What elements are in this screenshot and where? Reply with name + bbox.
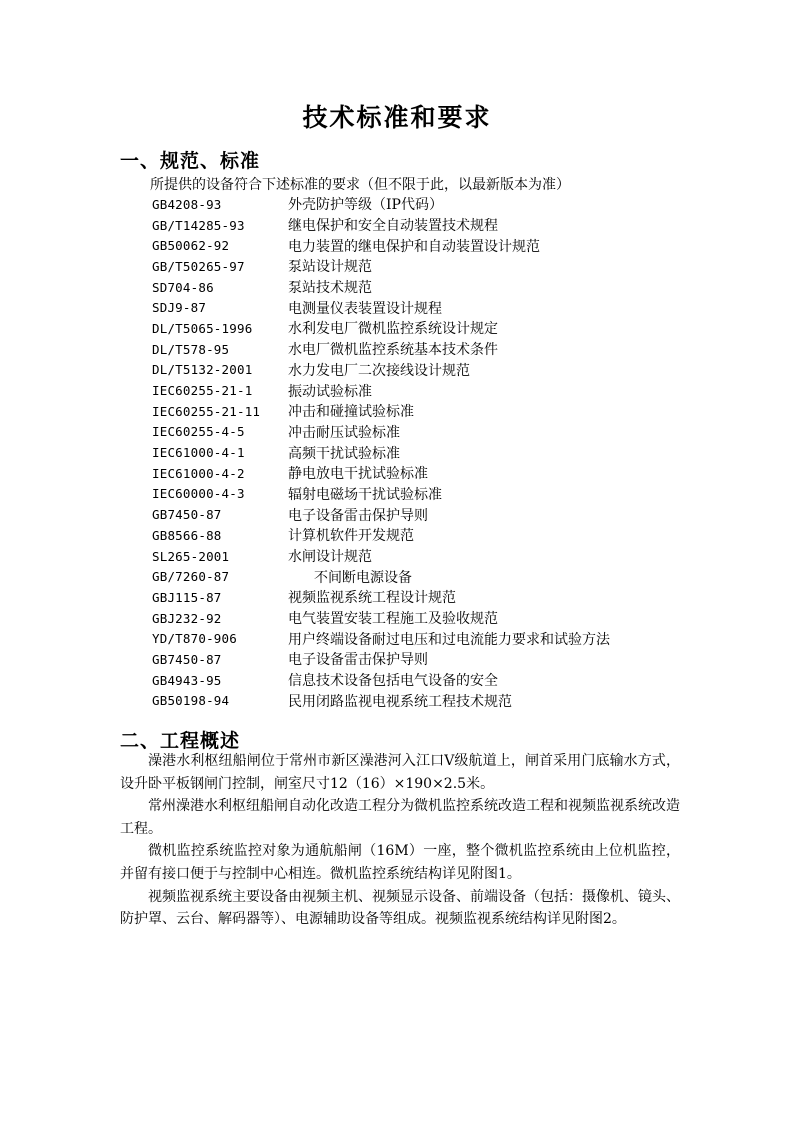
standard-name: 电测量仪表装置设计规程 [288, 300, 442, 317]
standard-item [152, 256, 712, 277]
standard-name: 不间断电源设备 [314, 569, 412, 586]
standard-item [152, 339, 712, 360]
standard-code: GB/T14285-93 [152, 217, 245, 233]
standard-item [152, 504, 712, 525]
section-2-heading: 二、工程概述 [120, 730, 241, 752]
standard-code: GB7450-87 [152, 507, 222, 523]
standard-name: 冲击耐压试验标准 [288, 424, 400, 441]
standard-code: IEC61000-4-2 [152, 465, 245, 481]
standard-code: DL/T5065-1996 [152, 320, 253, 336]
standard-code: IEC60255-21-11 [152, 403, 261, 419]
standard-item [152, 649, 712, 670]
standard-name: 继电保护和安全自动装置技术规程 [288, 218, 498, 235]
standard-item [152, 587, 712, 608]
document-title: 技术标准和要求 [302, 103, 492, 132]
standard-code: GB4943-95 [152, 672, 222, 688]
standard-code: DL/T578-95 [152, 341, 230, 357]
section-1-heading: 一、规范、标准 [120, 150, 261, 172]
standard-code: SDJ9-87 [152, 300, 207, 316]
standard-code: SD704-86 [152, 279, 214, 295]
standard-code: GBJ232-92 [152, 610, 222, 626]
standard-code: YD/T870-906 [152, 631, 237, 647]
standard-name: 高频干扰试验标准 [288, 445, 400, 462]
standard-code: DL/T5132-2001 [152, 362, 253, 378]
standard-item [152, 670, 712, 691]
standard-item [152, 691, 712, 712]
standards-list [152, 194, 712, 711]
standard-name: 电力装置的继电保护和自动装置设计规范 [288, 238, 540, 255]
standard-name: 水利发电厂微机监控系统设计规定 [288, 321, 498, 338]
standard-item [152, 422, 712, 443]
standard-item [152, 401, 712, 422]
standard-code: GB4208-93 [152, 196, 222, 212]
overview-paragraph: 视频监视系统主要设备由视频主机、视频显示设备、前端设备（包括：摄像机、镜头、防护罩、云台、解码器等）、电源辅助设备等组成。视频监视系统结构详见附图2。 [120, 888, 680, 928]
standard-item [152, 484, 712, 505]
standard-name: 电子设备雷击保护导则 [288, 652, 428, 669]
standard-name: 水电厂微机监控系统基本技术条件 [288, 342, 498, 359]
standard-name: 辐射电磁场干扰试验标准 [288, 486, 442, 503]
standard-code: IEC60255-21-1 [152, 383, 253, 399]
standard-name: 电气装置安装工程施工及验收规范 [288, 611, 498, 628]
overview-paragraph: 常州澡港水利枢纽船闸自动化改造工程分为微机监控系统改造工程和视频监视系统改造工程。 [120, 798, 680, 837]
standard-code: GB50198-94 [152, 693, 230, 709]
standard-name: 静电放电干扰试验标准 [288, 466, 428, 483]
standard-code: GB50062-92 [152, 238, 230, 254]
standard-item [152, 463, 712, 484]
standard-item [152, 194, 712, 215]
standard-name: 视频监视系统工程设计规范 [288, 590, 456, 607]
overview-paragraph: 微机监控系统监控对象为通航船闸（16M）一座，整个微机监控系统由上位机监控，并留有接口便于与控制中心相连。微机监控系统结构详见附图1。 [120, 843, 680, 882]
standard-name: 民用闭路监视电视系统工程技术规范 [288, 693, 512, 710]
standard-item [152, 608, 712, 629]
standard-code: SL265-2001 [152, 548, 230, 564]
standard-item [152, 546, 712, 567]
standard-name: 电子设备雷击保护导则 [288, 507, 428, 524]
standard-code: IEC61000-4-1 [152, 445, 245, 461]
standard-code: IEC60255-4-5 [152, 424, 245, 440]
project-overview [120, 750, 680, 931]
standard-item [152, 566, 712, 587]
standard-code: GB/T50265-97 [152, 258, 245, 274]
standard-item [152, 628, 712, 649]
standard-name: 计算机软件开发规范 [288, 528, 414, 545]
standard-item [152, 380, 712, 401]
standard-item [152, 525, 712, 546]
standard-name: 泵站技术规范 [288, 280, 372, 297]
standard-code: IEC60000-4-3 [152, 486, 245, 502]
standard-item [152, 318, 712, 339]
section-1-intro: 所提供的设备符合下述标准的要求（但不限于此，以最新版本为准） [150, 177, 570, 193]
standard-item [152, 215, 712, 236]
overview-paragraph: 澡港水利枢纽船闸位于常州市新区澡港河入江口Ⅴ级航道上，闸首采用门底输水方式，设升卧平板钢闸门控制，闸室尺寸12（16）×190×2.5米。 [120, 753, 680, 792]
standard-item [152, 297, 712, 318]
standard-code: GB8566-88 [152, 527, 222, 543]
standard-item [152, 360, 712, 381]
standard-name: 水闸设计规范 [288, 549, 372, 566]
standard-name: 信息技术设备包括电气设备的安全 [288, 673, 498, 690]
standard-name: 泵站设计规范 [288, 259, 372, 276]
standard-name: 振动试验标准 [288, 383, 372, 400]
standard-name: 水力发电厂二次接线设计规范 [288, 362, 470, 379]
standard-code: GB7450-87 [152, 651, 222, 667]
standard-name: 用户终端设备耐过电压和过电流能力要求和试验方法 [288, 631, 610, 648]
standard-item [152, 235, 712, 256]
standard-item [152, 277, 712, 298]
standard-name: 冲击和碰撞试验标准 [288, 404, 414, 421]
standard-name: 外壳防护等级（IP代码） [288, 197, 443, 214]
standard-item [152, 442, 712, 463]
standard-code: GBJ115-87 [152, 589, 222, 605]
standard-code: GB/7260-87 [152, 569, 230, 585]
